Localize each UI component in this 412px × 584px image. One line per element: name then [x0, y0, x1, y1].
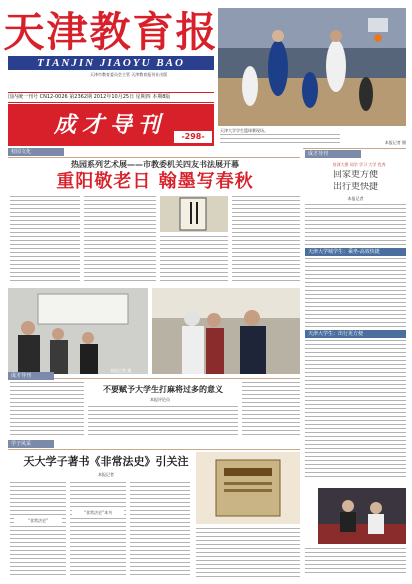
main-kicker: 热园系列艺术展——市教委机关四友书法展开幕: [71, 160, 239, 169]
story3-byline: 本报记者: [98, 472, 114, 477]
main-body-col-3: [160, 236, 228, 284]
top-photo-credit: 本报记者 摄: [384, 140, 406, 145]
right-subhead-1: 天津大学城学生：乘坐-高效快捷: [305, 248, 406, 256]
section-issue-number: -298-: [174, 131, 212, 143]
story3-body-col-4: [196, 528, 300, 578]
right-headline-line2: 出行更快捷: [332, 182, 378, 192]
award-photo-icon: [318, 488, 406, 544]
story3-pull-quote-2: “非常法史”本书: [72, 510, 124, 516]
story2-section-tag: 成才导刊: [8, 372, 54, 380]
basketball-photo-icon: [218, 8, 406, 126]
story2-body-right: [242, 382, 300, 438]
calligraphy-icon: [160, 196, 228, 232]
main-section-tag: 校园文化: [8, 148, 64, 156]
book-cover-icon: [196, 452, 300, 524]
right-body-text-1: [305, 204, 406, 246]
story3-pull-quote-1: “非常法史”: [14, 518, 62, 524]
right-bottom-photo: [318, 488, 406, 544]
right-section-tag: 成才导刊: [305, 150, 361, 158]
story3-body-col-3: [130, 482, 190, 578]
main-photo-left: [8, 288, 148, 374]
story2-body-mid: [88, 406, 238, 438]
top-photo-caption: 天津大学学生篮球赛现场。: [220, 128, 268, 133]
top-photo-caption-text: [220, 134, 340, 146]
calligraphy-photo: [160, 196, 228, 232]
story3-book-photo: [196, 452, 300, 524]
story2-body-left: [10, 382, 84, 438]
officials-photo-icon: [152, 288, 300, 374]
right-column-rule: [303, 148, 406, 149]
main-headline: 重阳敬老日 翰墨写春秋: [56, 171, 254, 192]
top-photo: [218, 8, 406, 126]
story3-section-tag: 学子风采: [8, 440, 54, 448]
newspaper-tagline: 天津市教育委员会主管 天津教育报刊社出版: [90, 72, 168, 77]
main-body-col-1: [10, 196, 80, 284]
issue-line: 国内统一刊号 CN12-0026 第2362期 2012年10月25日 星期四 本期8版: [8, 92, 214, 103]
story2-byline: 本报评论员: [150, 397, 170, 402]
story3-rule: [8, 449, 300, 450]
story3-headline: 天大学子著书《非常法史》引关注: [23, 455, 189, 468]
main-body-col-2: [84, 196, 156, 284]
section-banner-title: 成才导刊: [53, 112, 166, 138]
main-story-rule: [8, 157, 300, 158]
right-bottom-text: [305, 548, 406, 576]
right-subhead-2: 天津大学生：出行更方便: [305, 330, 406, 338]
right-body-text-3: [305, 340, 406, 480]
main-body-col-4: [232, 196, 300, 284]
story3-body-col-2: [70, 482, 126, 578]
right-kicker: 培训大赛 同学 学习 大学 优秀: [332, 162, 386, 167]
newspaper-title: 天津教育报: [3, 8, 219, 56]
main-photo-credit: 本报记者 摄: [110, 368, 132, 373]
main-photo-right: [152, 288, 300, 374]
newspaper-pinyin: TIANJIN JIAOYU BAO: [8, 56, 214, 70]
right-body-text-2: [305, 258, 406, 328]
right-headline-line1: 回家更方便: [332, 170, 378, 180]
exhibition-photo-icon: [8, 288, 148, 374]
story3-body-col-1: [10, 482, 66, 578]
right-byline: 本报记者: [347, 196, 364, 201]
story2-headline: 不要赋予大学生打麻将过多的意义: [103, 385, 223, 394]
